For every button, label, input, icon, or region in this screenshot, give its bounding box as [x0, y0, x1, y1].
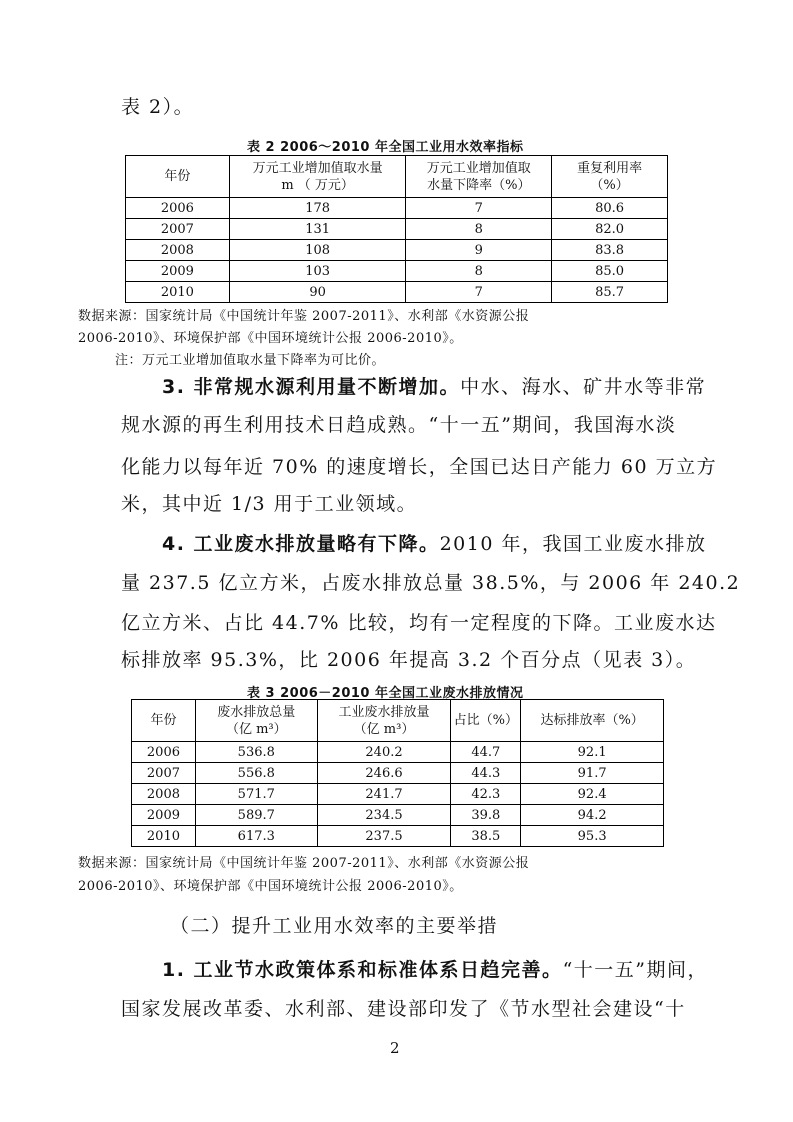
- table2-cell: 7: [406, 282, 552, 303]
- para4-line2: 量 237.5 亿立方米，占废水排放总量 38.5%，与 2006 年 240.2: [121, 572, 741, 594]
- table3-header-3-line-0: 占比（%）: [453, 713, 518, 728]
- table3-cell: 95.3: [521, 826, 664, 847]
- table2-header-2-line-0: 万元工业增加值取: [426, 160, 531, 176]
- table3-cell: 94.2: [521, 805, 664, 826]
- table3-cell: 237.5: [317, 826, 451, 847]
- table3-header-0-line-0: 年份: [150, 713, 177, 728]
- table2-header-3-line-0: 重复利用率: [577, 160, 643, 176]
- table3-cell: 556.8: [195, 763, 317, 784]
- table2-cell: 2007: [126, 219, 230, 240]
- table2-header-0: [126, 156, 230, 198]
- table3-cell: 2006: [132, 742, 196, 763]
- table2-cell: 90: [229, 282, 406, 303]
- table2-cell: 85.7: [552, 282, 668, 303]
- table-row: [132, 742, 664, 763]
- table3-cell: 44.7: [451, 742, 521, 763]
- table3-cell: 42.3: [451, 784, 521, 805]
- table3-cell: 44.3: [451, 763, 521, 784]
- table3-caption: 表 3 2006－2010 年全国工业废水排放情况: [247, 686, 524, 701]
- table2-header-0-line-0: 年份: [164, 169, 191, 184]
- para4-line1: [162, 529, 706, 556]
- section2-heading: （二）提升工业用水效率的主要举措: [170, 915, 499, 937]
- para-s1-line2: 国家发展改革委、水利部、建设部印发了《节水型社会建设“十: [121, 998, 686, 1020]
- table3-header-1: [195, 700, 317, 742]
- para3-line1-rest: 中水、海水、矿井水等非常: [460, 376, 707, 398]
- table2-header-2: [406, 156, 552, 198]
- para3-line3: 化能力以每年近 70% 的速度增长，全国已达日产能力 60 万立方: [121, 456, 718, 478]
- table2-cell: 178: [229, 198, 406, 219]
- para4-line1-rest: 2010 年，我国工业废水排放: [439, 533, 707, 555]
- table3-cell: 91.7: [521, 763, 664, 784]
- table3-cell: 241.7: [317, 784, 451, 805]
- para4-line3: 亿立方米、占比 44.7% 比较，均有一定程度的下降。工业废水达: [121, 612, 717, 634]
- table3-cell: 617.3: [195, 826, 317, 847]
- table2-header-1-line-0: 万元工业增加值取水量: [252, 160, 383, 176]
- table3-cell: 39.8: [451, 805, 521, 826]
- table2-header-3-line-1: （%）: [590, 177, 629, 193]
- table3-header-4: [521, 700, 664, 742]
- table3-cell: 2010: [132, 826, 196, 847]
- table-row: [132, 784, 664, 805]
- table-row: [126, 198, 668, 219]
- table2-source-line1: 数据来源：国家统计局《中国统计年鉴 2007-2011》、水利部《水资源公报: [78, 309, 530, 324]
- para3-line2: 规水源的再生利用技术日趋成熟。“十一五”期间，我国海水淡: [121, 414, 677, 436]
- table-row: [132, 826, 664, 847]
- table2-cell: 2009: [126, 261, 230, 282]
- table3-header-2: [317, 700, 451, 742]
- para-s1-line1: [162, 955, 708, 982]
- para3-heading: 3. 非常规水源利用量不断增加。: [162, 376, 461, 398]
- table3-cell: 240.2: [317, 742, 451, 763]
- table3-cell: 536.8: [195, 742, 317, 763]
- table2-cell: 9: [406, 240, 552, 261]
- table3-header-1-line-0: 废水排放总量: [217, 704, 296, 720]
- table-row: [126, 219, 668, 240]
- table2-header-2-line-1: 水量下降率（%）: [427, 177, 531, 193]
- table-row: [126, 240, 668, 261]
- table2-cell: 131: [229, 219, 406, 240]
- table2-header-3: [552, 156, 668, 198]
- table2-cell: 8: [406, 261, 552, 282]
- table3-header-2-line-1: （亿 m³）: [353, 721, 415, 737]
- page-number: 2: [390, 1039, 400, 1057]
- table2-cell: 2006: [126, 198, 230, 219]
- table3-cell: 92.1: [521, 742, 664, 763]
- table3-cell: 571.7: [195, 784, 317, 805]
- table2-cell: 108: [229, 240, 406, 261]
- table3-header-0: [132, 700, 196, 742]
- table2-cell: 2010: [126, 282, 230, 303]
- para-s1-line1-rest: “十一五”期间，: [562, 959, 708, 981]
- table-row: [132, 763, 664, 784]
- table3-cell: 92.4: [521, 784, 664, 805]
- table3-source-line1: 数据来源：国家统计局《中国统计年鉴 2007-2011》、水利部《水资源公报: [78, 856, 530, 871]
- para3-line1: [162, 372, 706, 399]
- table2-cell: 103: [229, 261, 406, 282]
- table-row: [132, 805, 664, 826]
- table3-header-1-line-1: （亿 m³）: [225, 721, 287, 737]
- table2: [125, 155, 668, 303]
- para4-line4: 标排放率 95.3%，比 2006 年提高 3.2 个百分点（见表 3）。: [121, 649, 697, 671]
- table2-cell: 8: [406, 219, 552, 240]
- table2-cell: 82.0: [552, 219, 668, 240]
- para3-line4: 米，其中近 1/3 用于工业领域。: [121, 493, 418, 515]
- table3-header-2-line-0: 工业废水排放量: [338, 704, 430, 720]
- table3-cell: 234.5: [317, 805, 451, 826]
- table2-cell: 85.0: [552, 261, 668, 282]
- table3-cell: 2009: [132, 805, 196, 826]
- table2-cell: 2008: [126, 240, 230, 261]
- table2-header-1: [229, 156, 406, 198]
- table2-cell: 80.6: [552, 198, 668, 219]
- table2-source-line2: 2006-2010》、环境保护部《中国环境统计公报 2006-2010》。: [78, 331, 463, 346]
- table3-header-4-line-0: 达标排放率（%）: [540, 713, 644, 728]
- table3-cell: 2008: [132, 784, 196, 805]
- table3-cell: 38.5: [451, 826, 521, 847]
- table3-source-line2: 2006-2010》、环境保护部《中国环境统计公报 2006-2010》。: [78, 879, 463, 894]
- table2-header-1-line-1: m （ 万元）: [281, 177, 354, 193]
- table3-cell: 589.7: [195, 805, 317, 826]
- table-row: [126, 282, 668, 303]
- table-row: [126, 261, 668, 282]
- table2-note: 注：万元工业增加值取水量下降率为可比价。: [115, 353, 386, 368]
- para4-heading: 4. 工业废水排放量略有下降。: [162, 533, 440, 555]
- intro-line: 表 2）。: [121, 96, 195, 118]
- table3-header-3: [451, 700, 521, 742]
- para-s1-heading: 1. 工业节水政策体系和标准体系日趋完善。: [162, 959, 563, 981]
- table3-cell: 246.6: [317, 763, 451, 784]
- table2-cell: 83.8: [552, 240, 668, 261]
- table2-caption: 表 2 2006～2010 年全国工业用水效率指标: [247, 140, 524, 155]
- table2-cell: 7: [406, 198, 552, 219]
- table3: [131, 699, 664, 847]
- table3-cell: 2007: [132, 763, 196, 784]
